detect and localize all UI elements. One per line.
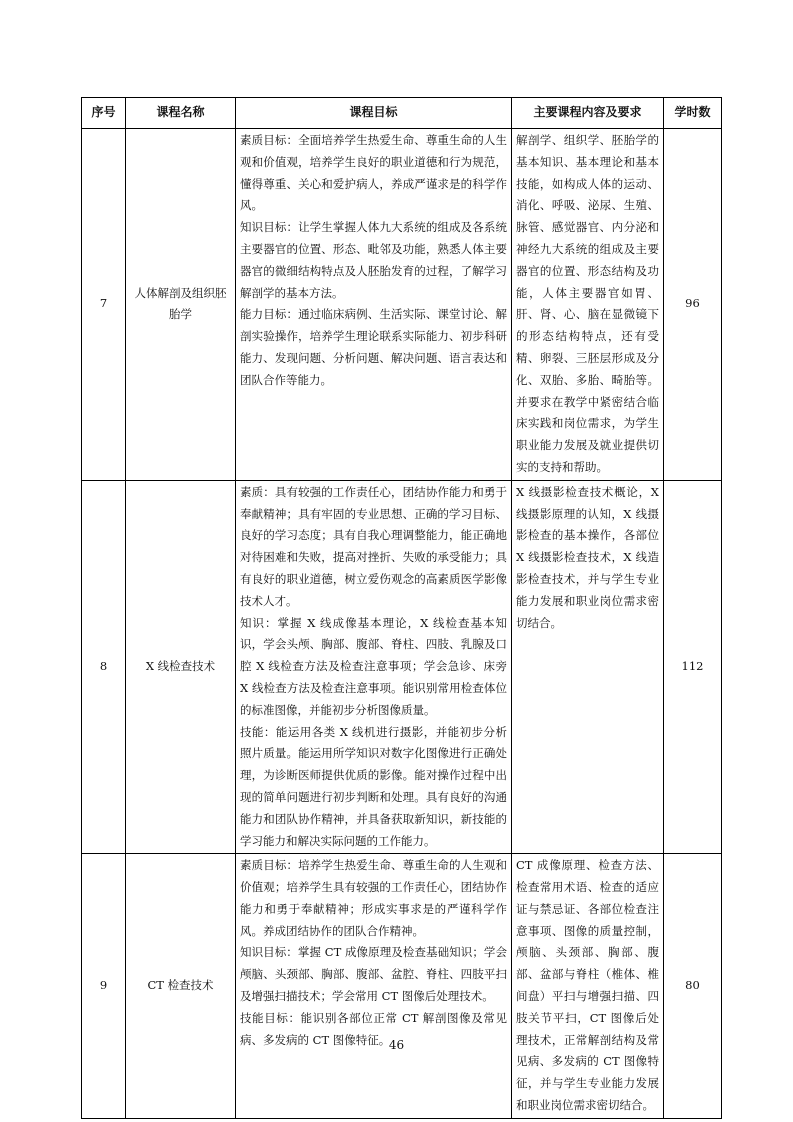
header-hours: 学时数 (664, 98, 722, 129)
table-row (82, 480, 722, 854)
course-content: 解剖学、组织学、胚胎学的基本知识、基本理论和基本技能，如构成人体的运动、消化、呼吸、泌尿、生殖、脉管、感觉器官、内分泌和神经九大系统的组成及主要器官的位置、形态结构及功能，人体主要器官如胃、肝、肾、心、脑在显微镜下的形态结构特点，还有受精、卵裂、三胚层形成及分化、双胎、多胎、畸胎等。并要求在教学中紧密结合临床实践和岗位需求，为学生职业能力发展及就业提供切实的支持和帮助。 (512, 129, 664, 481)
course-hours: 80 (664, 854, 722, 1119)
header-objectives: 课程目标 (236, 98, 512, 129)
objective-knowledge: 知识：掌握 X 线成像基本理论，X 线检查基本知识，学会头颅、胸部、腹部、脊柱、四肢、乳腺及口腔 X 线检查方法及检查注意事项；学会急诊、床旁 X 线检查方法及检查注意事项。能识别常用检查体位的标准图像，并能初步分析图像质量。 (240, 615, 507, 717)
objective-skill: 技能：能运用各类 X 线机进行摄影，并能初步分析照片质量。能运用所学知识对数字化图像进行正确处理，为诊断医师提供优质的影像。能对操作过程中出现的简单问题进行初步判断和处理。具有良好的沟通能力和团队协作精神，并具备获取新知识，新技能的学习能力和解决实际问题的工作能力。 (240, 724, 507, 848)
objective-ability: 能力目标：通过临床病例、生活实际、课堂讨论、解剖实验操作，培养学生理论联系实际能力、初步科研能力、发现问题、分析问题、解决问题、语言表达和团队合作等能力。 (240, 307, 507, 387)
table-row (82, 854, 722, 1119)
course-name: X 线检查技术 (126, 480, 236, 854)
curriculum-table (81, 97, 722, 1119)
course-content: CT 成像原理、检查方法、检查常用术语、检查的适应证与禁忌证、各部位检查注意事项、图像的质量控制，颅脑、头颈部、胸部、腹部、盆部与脊柱（椎体、椎间盘）平扫与增强扫描、四肢关节平扫，CT 图像后处理技术，正常解剖结构及常见病、多发病的 CT 图像特征，并与学生专业能力发展和职业岗位需求密切结合。 (512, 854, 664, 1119)
course-hours: 96 (664, 129, 722, 481)
row-index: 9 (82, 854, 126, 1119)
header-content: 主要课程内容及要求 (512, 98, 664, 129)
course-content: X 线摄影检查技术概论，X 线摄影原理的认知，X 线摄影检查的基本操作，各部位 X 线摄影检查技术，X 线造影检查技术，并与学生专业能力发展和职业岗位需求密切结合。 (512, 480, 664, 854)
table-header-row (82, 98, 722, 129)
row-index: 7 (82, 129, 126, 481)
course-name: CT 检查技术 (126, 854, 236, 1119)
course-name: 人体解剖及组织胚胎学 (126, 129, 236, 481)
objective-knowledge: 知识目标：掌握 CT 成像原理及检查基础知识；学会颅脑、头颈部、胸部、腹部、盆腔、脊柱、四肢平扫及增强扫描技术；学会常用 CT 图像后处理技术。 (240, 945, 507, 1004)
objective-quality: 素质目标：全面培养学生热爱生命、尊重生命的人生观和价值观，培养学生良好的职业道德和行为规范，懂得尊重、关心和爱护病人，养成严谨求是的科学作风。 (240, 133, 507, 213)
header-course-name: 课程名称 (126, 98, 236, 129)
course-hours: 112 (664, 480, 722, 854)
table-row (82, 129, 722, 481)
course-objectives (236, 129, 512, 481)
header-index: 序号 (82, 98, 126, 129)
course-objectives (236, 480, 512, 854)
objective-quality: 素质：具有较强的工作责任心，团结协作能力和勇于奉献精神；具有牢固的专业思想、正确的学习目标、良好的学习态度；具有自我心理调整能力，能正确地对待困难和失败，提高对挫折、失败的承受能力；具有良好的职业道德，树立爱伤观念的高素质医学影像技术人才。 (240, 484, 507, 608)
objective-quality: 素质目标：培养学生热爱生命、尊重生命的人生观和价值观；培养学生具有较强的工作责任心，团结协作能力和勇于奉献精神；形成实事求是的严谨科学作风。养成团结协作的团队合作精神。 (240, 858, 507, 938)
course-objectives (236, 854, 512, 1119)
objective-skill: 技能目标：能识别各部位正常 CT 解剖图像及常见病、多发病的 CT 图像特征。 (240, 1010, 507, 1047)
page-number: 46 (388, 1038, 405, 1052)
objective-knowledge: 知识目标：让学生掌握人体九大系统的组成及各系统主要器官的位置、形态、毗邻及功能，熟悉人体主要器官的微细结构特点及人胚胎发育的过程，了解学习解剖学的基本方法。 (240, 220, 507, 300)
row-index: 8 (82, 480, 126, 854)
